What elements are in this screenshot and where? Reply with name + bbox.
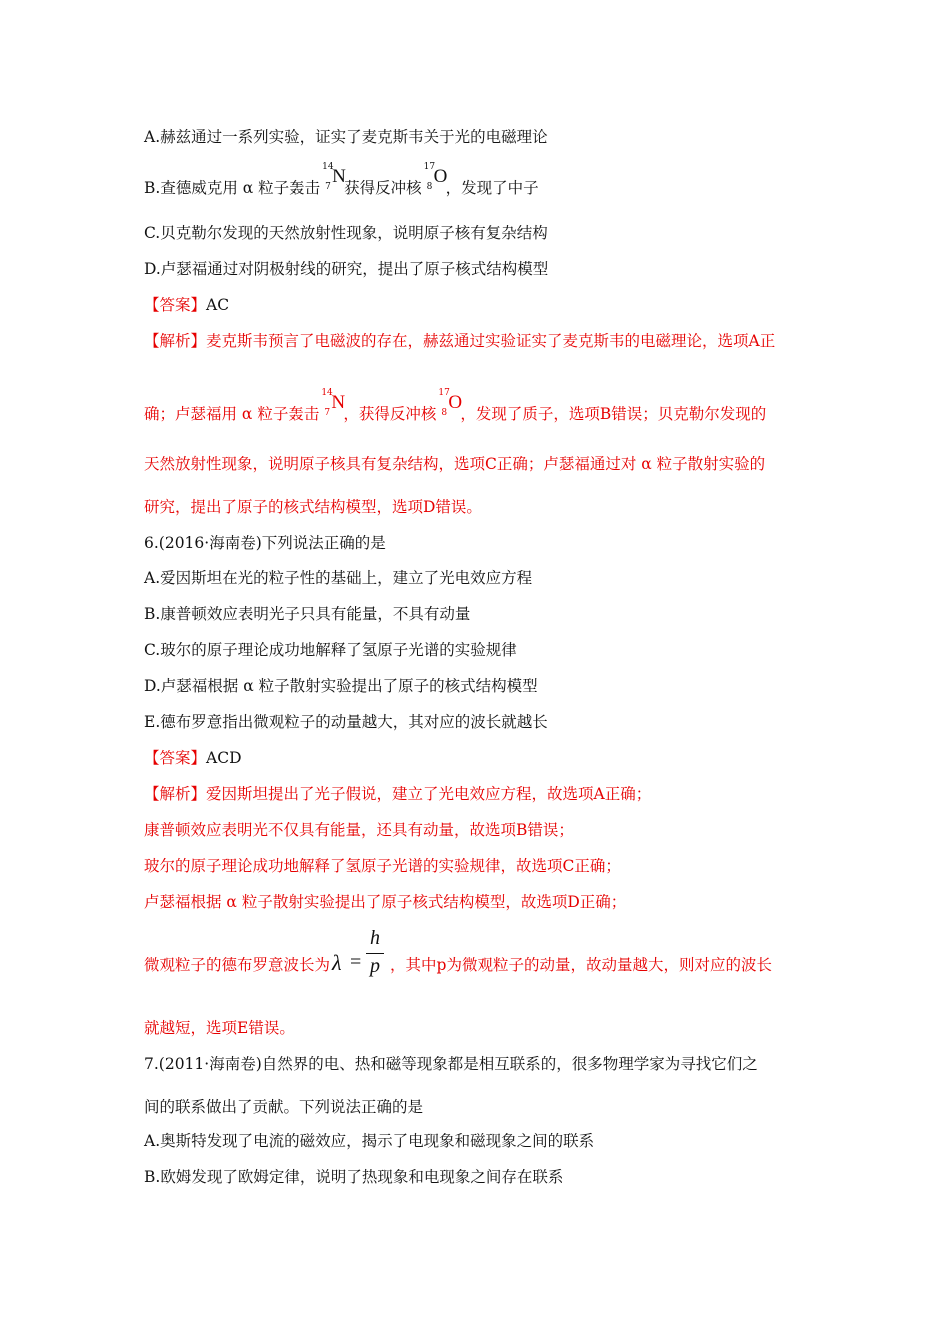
q6-option-d: D.卢瑟福根据 α 粒子散射实验提出了原子的核式结构模型 bbox=[144, 677, 538, 695]
formula-lambda: λ bbox=[332, 950, 342, 975]
q6-analysis-line-5 bbox=[144, 927, 772, 981]
q6-stem: 6.(2016·海南卷)下列说法正确的是 bbox=[144, 534, 386, 552]
q6-analysis-line-2: 康普顿效应表明光不仅具有能量，还具有动量，故选项B错误； bbox=[144, 821, 574, 839]
fraction-bar bbox=[366, 953, 384, 954]
q6-answer bbox=[144, 747, 242, 769]
formula-denominator: p bbox=[370, 955, 381, 977]
nitrogen-14-nuclide bbox=[322, 162, 346, 196]
nuclide-symbol: O bbox=[433, 166, 448, 187]
q6-option-b: B.康普顿效应表明光子只具有能量，不具有动量 bbox=[144, 605, 471, 623]
q5-option-d: D.卢瑟福通过对阴极射线的研究，提出了原子核式结构模型 bbox=[144, 260, 549, 278]
q5-analysis-line-2 bbox=[144, 388, 767, 425]
nuclide-symbol: N bbox=[332, 166, 346, 187]
analysis-tag: 【解析】 bbox=[144, 332, 207, 350]
oxygen-17-nuclide bbox=[438, 388, 463, 422]
q7-option-a: A.奥斯特发现了电流的磁效应，揭示了电现象和磁现象之间的联系 bbox=[144, 1132, 595, 1150]
nuclide-atomic-number: 7 bbox=[325, 182, 331, 192]
nuclide-symbol: N bbox=[331, 392, 346, 413]
analysis-line-5-pre: 微观粒子的德布罗意波长为 bbox=[144, 956, 331, 974]
answer-tag: 【答案】 bbox=[144, 296, 207, 314]
q5-analysis-line-1 bbox=[144, 330, 775, 352]
answer-tag: 【答案】 bbox=[144, 749, 207, 767]
analysis-text: 爱因斯坦提出了光子假说，建立了光电效应方程，故选项A正确； bbox=[206, 785, 652, 803]
analysis-line-5-post: ，其中p为微观粒子的动量，故动量越大，则对应的波长 bbox=[390, 956, 772, 974]
nitrogen-14-nuclide bbox=[321, 388, 346, 422]
de-broglie-formula bbox=[332, 927, 388, 981]
q6-option-c: C.玻尔的原子理论成功地解释了氢原子光谱的实验规律 bbox=[144, 641, 517, 659]
q5-option-b-pre: B.查德威克用 α 粒子轰击 bbox=[144, 179, 321, 197]
nuclide-mass-number: 17 bbox=[438, 388, 450, 398]
formula-numerator: h bbox=[370, 927, 381, 949]
q7-option-b: B.欧姆发现了欧姆定律，说明了热现象和电现象之间存在联系 bbox=[144, 1168, 564, 1186]
q5-option-b bbox=[144, 162, 539, 199]
analysis-line-2-mid: ，获得反冲核 bbox=[343, 405, 437, 423]
q5-option-a: A.赫兹通过一系列实验，证实了麦克斯韦关于光的电磁理论 bbox=[144, 128, 548, 146]
q5-option-b-post: ，发现了中子 bbox=[445, 179, 539, 197]
q7-stem-line-2: 间的联系做出了贡献。下列说法正确的是 bbox=[144, 1098, 424, 1116]
nuclide-mass-number: 14 bbox=[321, 388, 333, 398]
q6-analysis-line-6: 就越短，选项E错误。 bbox=[144, 1019, 295, 1037]
nuclide-mass-number: 17 bbox=[423, 162, 436, 172]
nuclide-atomic-number: 8 bbox=[426, 182, 433, 192]
analysis-tag: 【解析】 bbox=[144, 785, 207, 803]
nuclide-atomic-number: 7 bbox=[324, 408, 331, 418]
q5-analysis-line-3: 天然放射性现象，说明原子核具有复杂结构，选项C正确；卢瑟福通过对 α 粒子散射实验的 bbox=[144, 455, 766, 473]
q5-answer bbox=[144, 294, 229, 316]
q6-option-e: E.德布罗意指出微观粒子的动量越大，其对应的波长就越长 bbox=[144, 713, 548, 731]
q6-option-a: A.爱因斯坦在光的粒子性的基础上，建立了光电效应方程 bbox=[144, 569, 533, 587]
answer-value: AC bbox=[206, 296, 230, 314]
analysis-line-2-pre: 确；卢瑟福用 α 粒子轰击 bbox=[144, 405, 320, 423]
nuclide-mass-number: 14 bbox=[322, 162, 334, 172]
q5-option-c: C.贝克勒尔发现的天然放射性现象，说明原子核有复杂结构 bbox=[144, 224, 548, 242]
q6-analysis-line-4: 卢瑟福根据 α 粒子散射实验提出了原子核式结构模型，故选项D正确； bbox=[144, 893, 627, 911]
analysis-line-2-post: ，发现了质子，选项B错误；贝克勒尔发现的 bbox=[460, 405, 767, 423]
q7-stem-line-1: 7.(2011·海南卷)自然界的电、热和磁等现象都是相互联系的，很多物理学家为寻找它们之 bbox=[144, 1055, 758, 1073]
answer-value: ACD bbox=[206, 749, 242, 767]
q5-analysis-line-4: 研究，提出了原子的核式结构模型，选项D错误。 bbox=[144, 498, 482, 516]
q5-option-b-mid: 获得反冲核 bbox=[344, 179, 422, 197]
nuclide-symbol: O bbox=[448, 392, 463, 413]
nuclide-atomic-number: 8 bbox=[441, 408, 448, 418]
formula-equals: = bbox=[350, 951, 362, 973]
q6-analysis-line-1 bbox=[144, 783, 651, 805]
q6-analysis-line-3: 玻尔的原子理论成功地解释了氢原子光谱的实验规律，故选项C正确； bbox=[144, 857, 621, 875]
analysis-text: 麦克斯韦预言了电磁波的存在，赫兹通过实验证实了麦克斯韦的电磁理论，选项A正 bbox=[206, 332, 776, 350]
oxygen-17-nuclide bbox=[423, 162, 448, 196]
